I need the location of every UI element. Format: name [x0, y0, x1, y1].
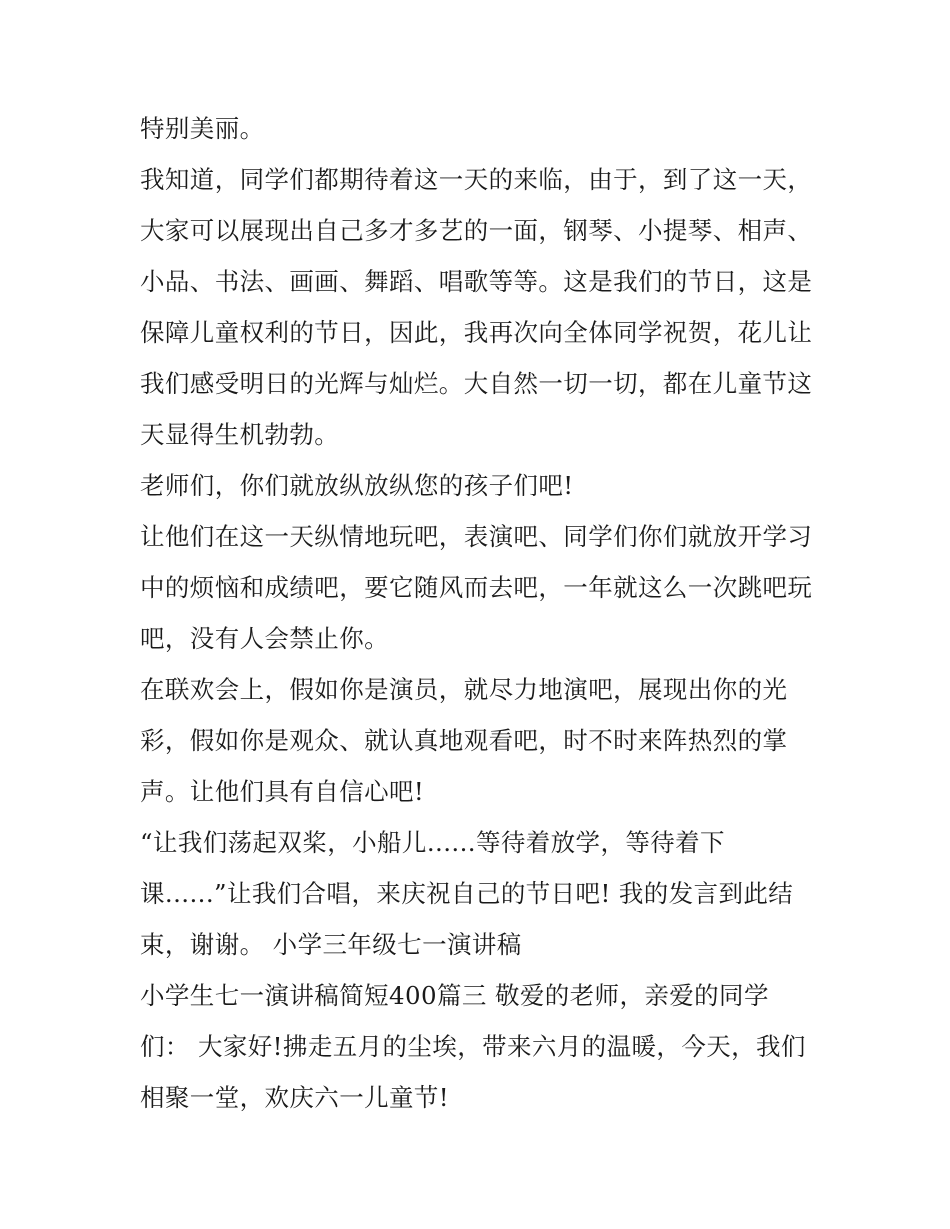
text-line: 束，谢谢。 小学三年级七一演讲稿 — [140, 930, 522, 959]
text-line: 声。让他们具有自信心吧! — [140, 777, 425, 806]
text-line: 们： 大家好!拂走五月的尘埃，带来六月的温暖，今天，我们 — [140, 1032, 806, 1061]
text-line: 让他们在这一天纵情地玩吧，表演吧、同学们你们就放开学习 — [140, 522, 813, 551]
text-line: 天显得生机勃勃。 — [140, 420, 340, 449]
text-line: 大家可以展现出自己多才多艺的一面，钢琴、小提琴、相声、 — [140, 216, 813, 245]
text-line: “让我们荡起双桨，小船儿......等待着放学，等待着下 — [140, 828, 725, 857]
text-line: 彩，假如你是观众、就认真地观看吧，时不时来阵热烈的掌 — [140, 726, 788, 755]
text-line: 我们感受明日的光辉与灿烂。大自然一切一切，都在儿童节这 — [140, 369, 813, 398]
text-line: 我知道，同学们都期待着这一天的来临，由于，到了这一天， — [140, 165, 813, 194]
text-line: 小品、书法、画画、舞蹈、唱歌等等。这是我们的节日，这是 — [140, 267, 813, 296]
text-line: 小学生七一演讲稿简短400篇三 敬爱的老师，亲爱的同学 — [140, 981, 769, 1010]
text-line: 吧，没有人会禁止你。 — [140, 624, 389, 653]
text-line: 中的烦恼和成绩吧，要它随风而去吧，一年就这么一次跳吧玩 — [140, 573, 813, 602]
text-line: 相聚一堂，欢庆六一儿童节! — [140, 1083, 450, 1112]
text-line: 在联欢会上，假如你是演员，就尽力地演吧，展现出你的光 — [140, 675, 788, 704]
text-line: 老师们，你们就放纵放纵您的孩子们吧! — [140, 471, 574, 500]
text-line: 特别美丽。 — [140, 114, 265, 143]
text-line: 课......”让我们合唱，来庆祝自己的节日吧! 我的发言到此结 — [140, 879, 794, 908]
text-line: 保障儿童权利的节日，因此，我再次向全体同学祝贺，花儿让 — [140, 318, 813, 347]
